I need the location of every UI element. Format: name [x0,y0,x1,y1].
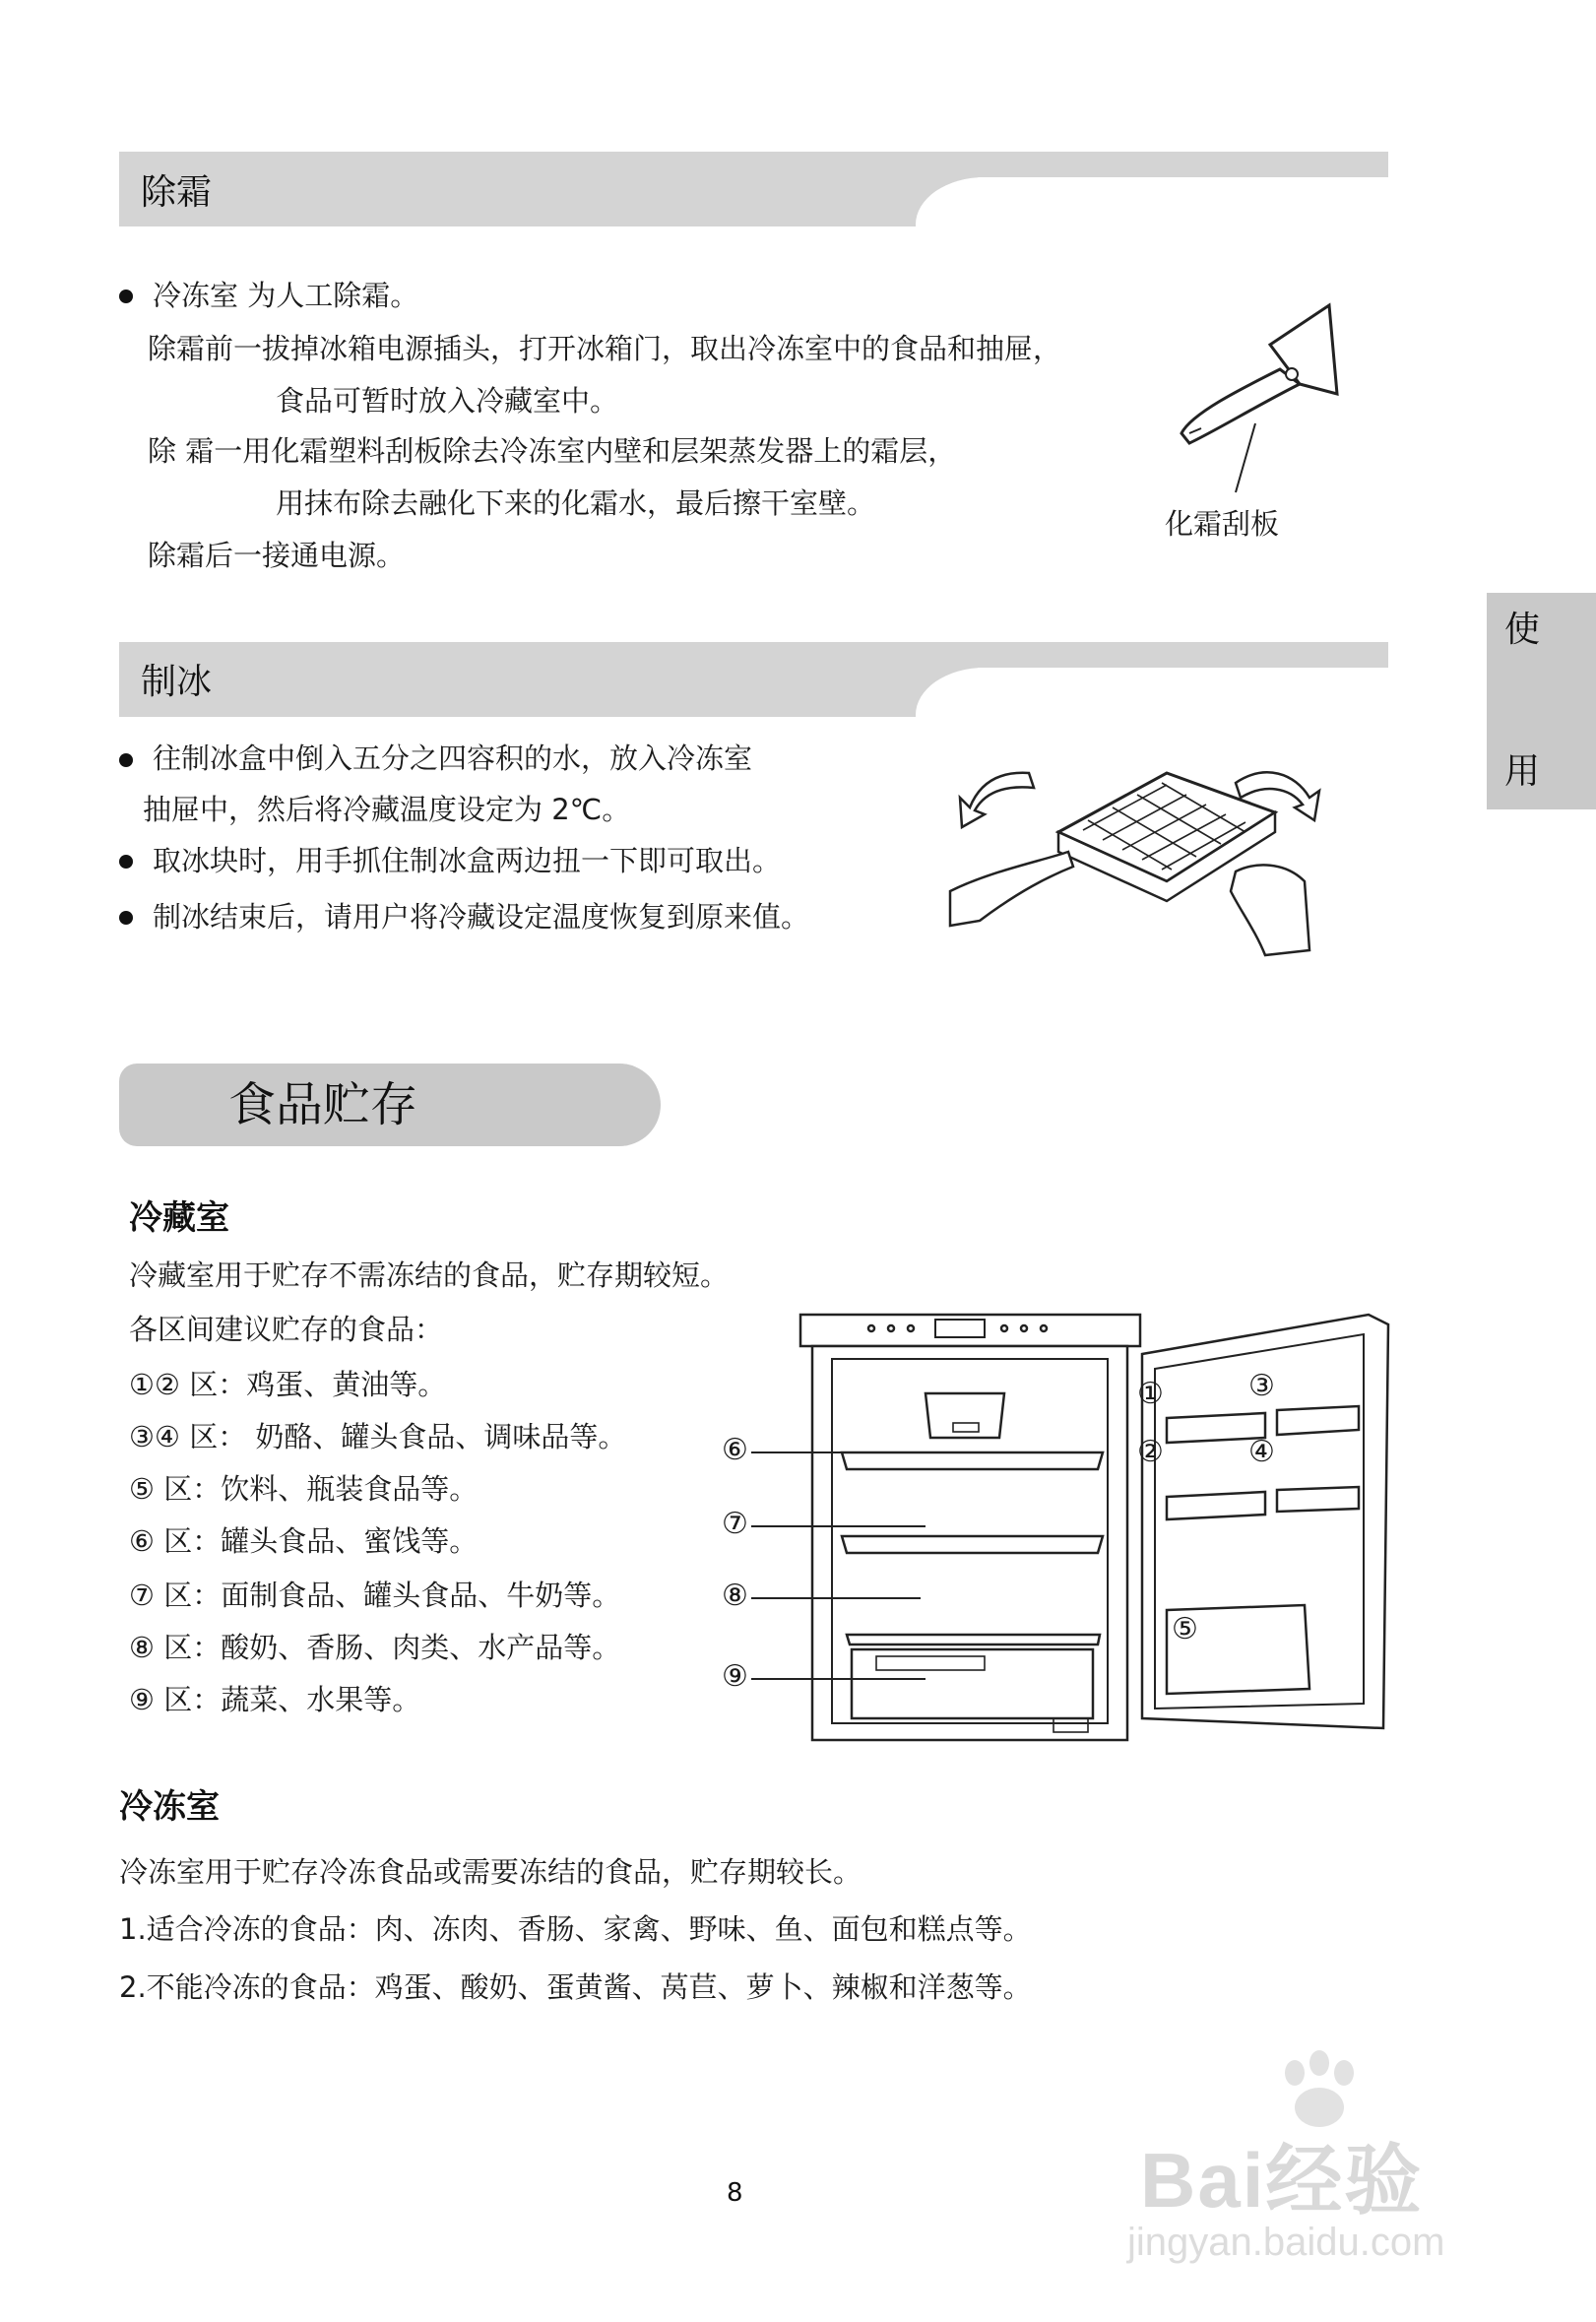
ice-header-bar [916,642,1388,668]
defrost-before-cont: 食品可暂时放入冷藏室中。 [276,384,619,418]
fridge-zone-intro: 各区间建议贮存的食品： [129,1313,444,1346]
side-tab [1487,593,1596,809]
scraper-illustration [1162,295,1359,502]
defrost-during-line: 除 霜一用化霜塑料刮板除去冷冻室内壁和层架蒸发器上的霜层， [148,434,957,468]
defrost-before-line: 除霜前一拔掉冰箱电源插头，打开冰箱门，取出冷冻室中的食品和抽屉， [148,332,1062,365]
diagram-label-9: ⑨ [722,1659,748,1694]
defrost-header-notch [916,177,1388,226]
fridge-zone-item: ⑥ 区：罐头食品、蜜饯等。 [129,1524,479,1558]
ice-bullet-2: 取冰块时，用手抓住制冰盒两边扭一下即可取出。 [153,844,782,877]
freezer-item-1: 1.适合冷冻的食品：肉、冻肉、香肠、家禽、野味、鱼、面包和糕点等。 [119,1912,1032,1946]
defrost-during-cont: 用抹布除去融化下来的化霜水，最后擦干室壁。 [276,486,876,520]
scraper-hole [1286,368,1298,380]
page-number: 8 [727,2178,743,2208]
fridge-subheading: 冷藏室 [129,1198,229,1238]
defrost-header-bar [916,152,1388,177]
diagram-label-2: ② [1137,1435,1164,1469]
fridge-shelf-bottom [847,1635,1100,1645]
door-bin-4 [1277,1487,1359,1512]
ice-bullet-1-line1: 往制冰盒中倒入五分之四容积的水，放入冷冻室 [153,742,753,775]
bullet-dot [119,753,133,767]
freezer-desc: 冷冻室用于贮存冷冻食品或需要冻结的食品，贮存期较长。 [119,1855,862,1889]
watermark-url: jingyan.baidu.com [1127,2221,1445,2264]
ice-bullet-1-line2: 抽屉中，然后将冷藏温度设定为 2℃。 [143,793,631,826]
food-storage-title: 食品贮存 [228,1077,418,1132]
fridge-shelf-middle [842,1536,1103,1553]
ice-title: 制冰 [141,662,213,702]
bullet-dot [119,855,133,869]
scraper-handle [1181,369,1300,443]
bullet-dot [119,290,133,303]
freezer-subheading: 冷冻室 [119,1787,220,1827]
ice-bullet-3: 制冰结束后，请用户将冷藏设定温度恢复到原来值。 [153,900,810,934]
side-tab-char-2: 用 [1504,751,1541,792]
diagram-label-6: ⑥ [722,1433,748,1467]
ice-tray-illustration [940,753,1344,960]
fridge-desc: 冷藏室用于贮存不需冻结的食品，贮存期较短。 [129,1258,730,1292]
fridge-crisper [852,1649,1093,1718]
bullet-dot [119,911,133,925]
diagram-label-1: ① [1137,1377,1164,1411]
defrost-title: 除霜 [141,172,213,213]
door-bin-2 [1167,1492,1265,1519]
defrost-bullet-1: 冷冻室 为人工除霜。 [153,279,419,312]
fridge-zone-item: ⑤ 区：饮料、瓶装食品等。 [129,1472,479,1506]
hand-left [950,852,1073,926]
ice-header-notch [916,668,1388,717]
scraper-label: 化霜刮板 [1165,507,1280,541]
diagram-label-7: ⑦ [722,1507,748,1541]
diagram-label-3: ③ [1248,1369,1275,1403]
fridge-shelf-top [842,1452,1103,1469]
diagram-label-5: ⑤ [1172,1612,1198,1646]
watermark-brand: Bai经验 [1140,2137,1424,2224]
fridge-diagram [714,1300,1393,1753]
scraper-leader [1236,423,1255,492]
twist-arrow-left [960,773,1034,827]
ice-header-box [119,642,986,717]
door-bin-3 [1277,1406,1359,1435]
hand-right [1231,865,1309,955]
fridge-zone-item: ⑦ 区：面制食品、罐头食品、牛奶等。 [129,1579,621,1612]
fridge-zone-item: ⑧ 区：酸奶、香肠、肉类、水产品等。 [129,1631,621,1664]
defrost-header-box [119,152,986,226]
fridge-zone-item: ①② 区：鸡蛋、黄油等。 [129,1368,447,1401]
fridge-zone-item: ③④ 区： 奶酪、罐头食品、调味品等。 [129,1420,627,1453]
diagram-label-4: ④ [1248,1435,1275,1469]
diagram-label-8: ⑧ [722,1579,748,1613]
fridge-zone-item: ⑨ 区：蔬菜、水果等。 [129,1683,421,1716]
defrost-after-line: 除霜后一接通电源。 [148,539,406,572]
side-tab-char-1: 使 [1504,610,1541,650]
freezer-item-2: 2.不能冷冻的食品：鸡蛋、酸奶、蛋黄酱、莴苣、萝卜、辣椒和洋葱等。 [119,1970,1032,2004]
